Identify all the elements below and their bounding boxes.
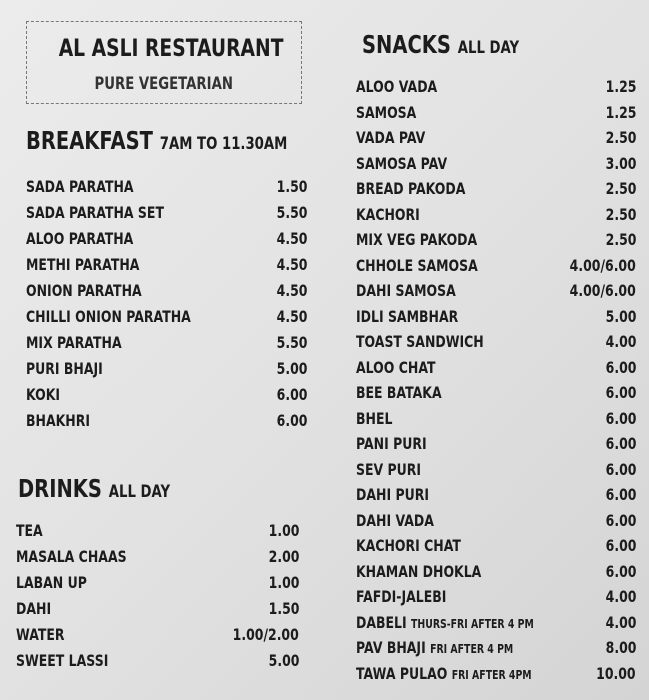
item-price: 6.00: [605, 357, 636, 377]
item-name: PURI BHAJI: [26, 359, 103, 378]
item-price: 8.00: [605, 638, 636, 657]
item-name: IDLI SAMBHAR: [356, 306, 459, 326]
menu-item: [356, 205, 636, 231]
item-price: 6.00: [605, 434, 636, 453]
item-name: MIX PARATHA: [26, 333, 122, 352]
item-name: BHEL: [356, 408, 393, 428]
breakfast-list: [26, 177, 307, 437]
item-price: 1.25: [605, 102, 636, 122]
menu-item: [16, 573, 299, 599]
menu-item: [16, 521, 299, 547]
restaurant-subtitle: PURE VEGETARIAN: [94, 74, 234, 94]
item-price: 6.00: [605, 510, 636, 530]
item-name: METHI PARATHA: [26, 255, 140, 274]
item-name: LABAN UP: [16, 573, 87, 592]
item-price: 4.00/6.00: [569, 255, 636, 275]
snacks-heading: [362, 30, 563, 59]
item-name: KACHORI: [356, 204, 420, 224]
menu-item: [356, 281, 636, 307]
item-name: SADA PARATHA SET: [26, 203, 164, 222]
menu-item: [356, 434, 636, 460]
section-hours: ALL DAY: [457, 38, 520, 58]
item-name: BHAKHRI: [26, 411, 90, 430]
item-name: ALOO PARATHA: [26, 229, 134, 248]
item-price: 4.50: [276, 281, 307, 300]
item-price: 6.00: [605, 485, 636, 504]
menu-item: [16, 651, 299, 677]
menu-item: [356, 256, 636, 282]
item-name: PANI PURI: [356, 434, 427, 453]
item-name: CHILLI ONION PARATHA: [26, 307, 191, 326]
menu-item: [356, 332, 636, 358]
menu-item: [356, 77, 636, 103]
menu-item: [356, 511, 636, 537]
section-title: SNACKS: [362, 30, 451, 59]
item-price: 1.00: [268, 521, 299, 540]
item-name: SAMOSA PAV: [356, 153, 448, 173]
menu-item: [356, 358, 636, 384]
item-price: 6.00: [605, 408, 636, 428]
restaurant-title-box: [26, 21, 302, 104]
menu-item: [356, 409, 636, 435]
menu-item: [356, 154, 636, 180]
menu-item: [356, 562, 636, 588]
drinks-heading: [18, 474, 213, 503]
item-price: 6.00: [276, 385, 307, 404]
drinks-list: [16, 521, 299, 677]
menu-item: [356, 179, 636, 205]
menu-item: [356, 536, 636, 562]
item-name: DAHI VADA: [356, 510, 434, 530]
menu-item: [26, 333, 307, 359]
item-price: 2.50: [605, 179, 636, 198]
item-name: TOAST SANDWICH: [356, 332, 484, 351]
section-hours: 7AM TO 11.30AM: [159, 134, 288, 154]
item-price: 4.00: [605, 587, 636, 606]
menu-item: [356, 587, 636, 613]
item-name: TAWA PULAO: [356, 663, 448, 683]
item-price: 5.50: [276, 333, 307, 352]
item-note: FRI AFTER 4PM: [451, 667, 532, 682]
menu-item: [356, 230, 636, 256]
item-name: ONION PARATHA: [26, 281, 142, 300]
section-hours: ALL DAY: [108, 482, 171, 502]
item-name: ALOO VADA: [356, 77, 438, 96]
item-price: 4.00: [605, 332, 636, 351]
item-name: DAHI PURI: [356, 485, 429, 504]
item-price: 6.00: [605, 383, 636, 402]
menu-item: [16, 599, 299, 625]
item-name: VADA PAV: [356, 128, 426, 147]
menu-item: [26, 411, 307, 437]
item-note: FRI AFTER 4 PM: [430, 642, 514, 656]
item-name: SADA PARATHA: [26, 177, 134, 196]
item-name: SWEET LASSI: [16, 651, 109, 670]
item-name: ALOO CHAT: [356, 357, 436, 377]
item-price: 10.00: [596, 663, 636, 683]
menu-item: [356, 307, 636, 333]
item-price: 5.50: [276, 203, 307, 222]
menu-item: [26, 359, 307, 385]
item-price: 6.00: [605, 561, 636, 581]
menu-item: [356, 128, 636, 154]
item-price: 3.00: [605, 153, 636, 173]
menu-item: [26, 307, 307, 333]
item-name: SEV PURI: [356, 459, 422, 479]
section-title: BREAKFAST: [26, 126, 153, 155]
item-name: WATER: [16, 625, 65, 644]
menu-item: [16, 547, 299, 573]
item-price: 1.50: [268, 599, 299, 618]
item-name: DABELI: [356, 612, 407, 632]
menu-item: [356, 485, 636, 511]
item-name: KACHORI CHAT: [356, 536, 461, 555]
breakfast-heading: [26, 126, 361, 155]
menu-item: [356, 460, 636, 486]
menu-item: [26, 177, 307, 203]
item-name: MASALA CHAAS: [16, 547, 127, 566]
item-name: KHAMAN DHOKLA: [356, 561, 482, 581]
item-price: 1.25: [605, 77, 636, 96]
item-price: 2.50: [605, 204, 636, 224]
item-price: 2.00: [268, 547, 299, 566]
menu-item: [16, 625, 299, 651]
item-price: 4.50: [276, 229, 307, 248]
item-name: PAV BHAJI: [356, 638, 426, 657]
item-name: TEA: [16, 521, 43, 540]
menu-item: [26, 203, 307, 229]
item-name: KOKI: [26, 385, 61, 404]
item-price: 6.00: [605, 536, 636, 555]
menu-item: [356, 383, 636, 409]
item-name: CHHOLE SAMOSA: [356, 255, 478, 275]
item-name: FAFDI-JALEBI: [356, 587, 447, 606]
menu-item: [356, 638, 636, 664]
menu-item: [26, 385, 307, 411]
menu-item: [26, 281, 307, 307]
item-price: 5.00: [605, 306, 636, 326]
item-price: 4.50: [276, 255, 307, 274]
snacks-list: [356, 77, 636, 689]
item-price: 1.50: [276, 177, 307, 196]
menu-item: [356, 613, 636, 639]
menu-item: [356, 103, 636, 129]
item-price: 1.00/2.00: [232, 625, 299, 644]
item-name: BREAD PAKODA: [356, 179, 466, 198]
item-price: 6.00: [605, 459, 636, 479]
item-price: 4.00: [605, 612, 636, 632]
menu-item: [26, 229, 307, 255]
item-name: DAHI SAMOSA: [356, 281, 456, 300]
item-name: SAMOSA: [356, 102, 417, 122]
restaurant-name: AL ASLI RESTAURANT: [58, 34, 284, 62]
item-name: BEE BATAKA: [356, 383, 442, 402]
item-price: 4.50: [276, 307, 307, 326]
item-name: MIX VEG PAKODA: [356, 230, 478, 249]
section-title: DRINKS: [18, 474, 102, 503]
menu-item: [356, 664, 636, 690]
item-price: 5.00: [268, 651, 299, 670]
item-price: 6.00: [276, 411, 307, 430]
item-price: 4.00/6.00: [569, 281, 636, 300]
item-name: DAHI: [16, 599, 52, 618]
item-price: 2.50: [605, 230, 636, 249]
item-price: 5.00: [276, 359, 307, 378]
item-price: 1.00: [268, 573, 299, 592]
item-note: THURS-FRI AFTER 4 PM: [411, 616, 534, 631]
menu-item: [26, 255, 307, 281]
item-price: 2.50: [605, 128, 636, 147]
